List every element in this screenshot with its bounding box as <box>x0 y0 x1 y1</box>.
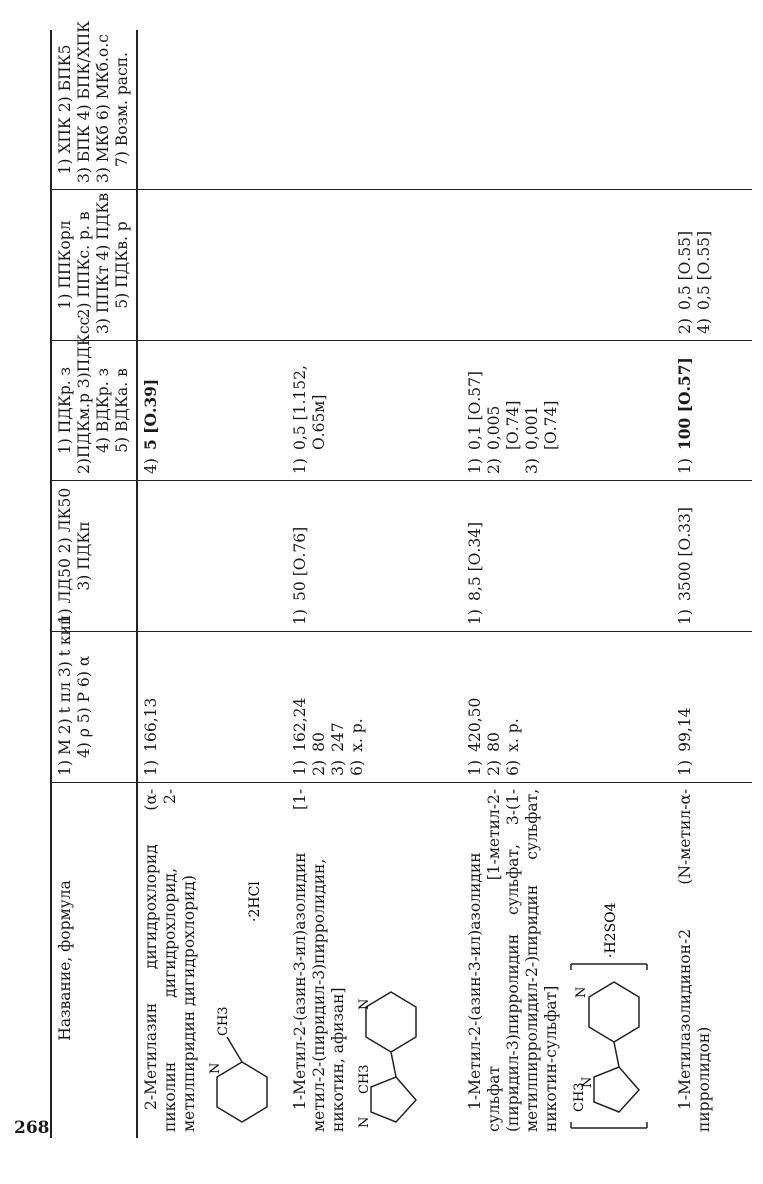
chemical-structure <box>356 832 426 1132</box>
formula-label: N <box>579 1076 595 1088</box>
formula-label: N <box>573 986 589 998</box>
formula-label: ·2HCl <box>246 881 263 922</box>
header-line: 1) ХПК 2) БПК5 <box>56 44 74 175</box>
formula-label: N <box>356 998 372 1010</box>
header-line: 3) БПК 4) БПК/ХПК <box>74 20 93 184</box>
chemical-structure <box>207 832 277 1132</box>
table-row <box>287 30 462 1138</box>
name-cell <box>287 782 462 1138</box>
header-line: 2) ППКс. р. в <box>74 211 93 319</box>
header-line: 3) МКб 6) МКб.о.с <box>93 34 112 184</box>
tox-cell <box>287 481 462 632</box>
pdk-cell <box>287 340 462 480</box>
table-row <box>672 30 752 1138</box>
chemical-structure <box>569 822 649 1132</box>
value-line: 1)162,24 <box>291 697 309 776</box>
header-line: 7) Возм. расп. <box>112 52 131 168</box>
value-line: 1)100 [О.57] <box>675 357 694 475</box>
formula-label: N <box>356 1116 372 1128</box>
data-table <box>50 20 752 1138</box>
header-line: 4) ρ 5) P 6) α <box>74 655 93 759</box>
ppk-cell <box>287 190 462 341</box>
name-cell <box>137 782 287 1138</box>
value-line: 1)99,14 <box>676 707 694 776</box>
value-line: 2)80 <box>484 732 503 776</box>
bpk-cell <box>672 30 752 190</box>
header-row <box>51 30 137 1138</box>
value-line: 3)247 <box>328 722 347 776</box>
rotated-table-wrapper <box>50 20 730 1138</box>
header-ppk <box>51 190 137 341</box>
header-bpk <box>51 20 137 190</box>
value-line: 2)80 <box>309 732 328 776</box>
compound-name: 1-Метил-2-(азин-3-ил)азолидин [1-метил-2-(пиридил-3)пирролидин, никотин, афизан] <box>291 788 347 1132</box>
tox-cell <box>462 481 672 632</box>
formula-label: CH3 <box>215 1006 231 1036</box>
props-cell <box>672 631 752 782</box>
formula-label: CH3 <box>571 1082 587 1112</box>
header-line: 1) M 2) t пл 3) t кип <box>56 614 74 776</box>
table-row <box>137 30 287 1138</box>
table-row <box>462 30 672 1138</box>
header-props <box>51 614 137 782</box>
value-line: 2)0,5 [О.55] <box>676 230 694 334</box>
formula-label: ·H2SO4 <box>602 902 619 958</box>
value-line: 1)8,5 [О.34] <box>466 521 484 625</box>
value-line: 1)3500 [О.33] <box>676 507 694 625</box>
value-line: 1)0,5 [1.152, <box>291 365 309 475</box>
compound-name: 1-Метил-2-(азин-3-ил)азолидин сульфат [1-метил-2-(пиридил-3)пирролидин сульфат, 3-(1-метилпирролидил-2-)пиридин сульфат, никотин-сульфат] <box>466 788 560 1132</box>
header-line: 3) ПДКп <box>74 521 93 591</box>
header-line: 2)ПДКм.р 3)ПДКсс <box>74 316 93 475</box>
formula-label: CH3 <box>356 1064 372 1094</box>
header-name: Название, формула <box>51 782 137 1138</box>
props-cell <box>137 631 287 782</box>
value-line: 4)0,5 [О.55] <box>694 230 713 334</box>
value-line: [О.74] <box>541 400 560 451</box>
header-pdk <box>51 316 137 480</box>
value-line: 3)0,001 <box>522 405 541 475</box>
bpk-cell <box>462 30 672 190</box>
header-tox <box>51 481 137 632</box>
pdk-cell <box>462 340 672 480</box>
ppk-cell <box>462 190 672 341</box>
bpk-cell <box>137 30 287 190</box>
value-line: О.65м] <box>309 394 328 451</box>
tox-cell <box>137 481 287 632</box>
value-line: 6)х. р. <box>503 718 522 776</box>
ppk-cell <box>137 190 287 341</box>
value-line: 4)5 [О.39] <box>141 378 160 475</box>
value-line: 6)х. р. <box>347 718 366 776</box>
page-number: 268 <box>14 1118 50 1138</box>
tox-cell <box>672 481 752 632</box>
compound-name: 1-Метилазолидинон-2 (N-метил-α-пирролидон) <box>676 788 713 1132</box>
value-line: 1)0,1 [О.57] <box>466 371 484 475</box>
props-cell <box>287 631 462 782</box>
value-line: 1)166,13 <box>142 697 160 776</box>
header-line: 5) ПДКв. р <box>112 221 131 309</box>
pdk-cell <box>672 340 752 480</box>
header-line: 1) ЛД50 2) ЛК50 <box>56 487 74 625</box>
header-line: 4) ВДКр. з <box>93 367 112 454</box>
pdk-cell <box>137 340 287 480</box>
header-line: 3) ППКт 4) ПДКв <box>93 192 112 334</box>
bpk-cell <box>287 30 462 190</box>
value-line: 2)0,005 <box>484 405 503 475</box>
name-cell <box>672 782 752 1138</box>
header-line: 5) ВДКа. в <box>112 368 131 453</box>
formula-label: N <box>207 1062 223 1074</box>
value-line: 1)420,50 <box>466 697 484 776</box>
ppk-cell <box>672 190 752 341</box>
value-line: 1)50 [О.76] <box>291 526 309 625</box>
value-line: [О.74] <box>503 400 522 451</box>
props-cell <box>462 631 672 782</box>
header-line: 1) ПДКр. з <box>56 366 74 455</box>
header-line: 1) ППКорл <box>56 220 74 310</box>
compound-name: 2-Метилазин дигидрохлорид (α-пиколин дигидрохлорид, 2-метилпиридин дигидрохлорид) <box>142 788 198 1132</box>
name-cell <box>462 782 672 1138</box>
